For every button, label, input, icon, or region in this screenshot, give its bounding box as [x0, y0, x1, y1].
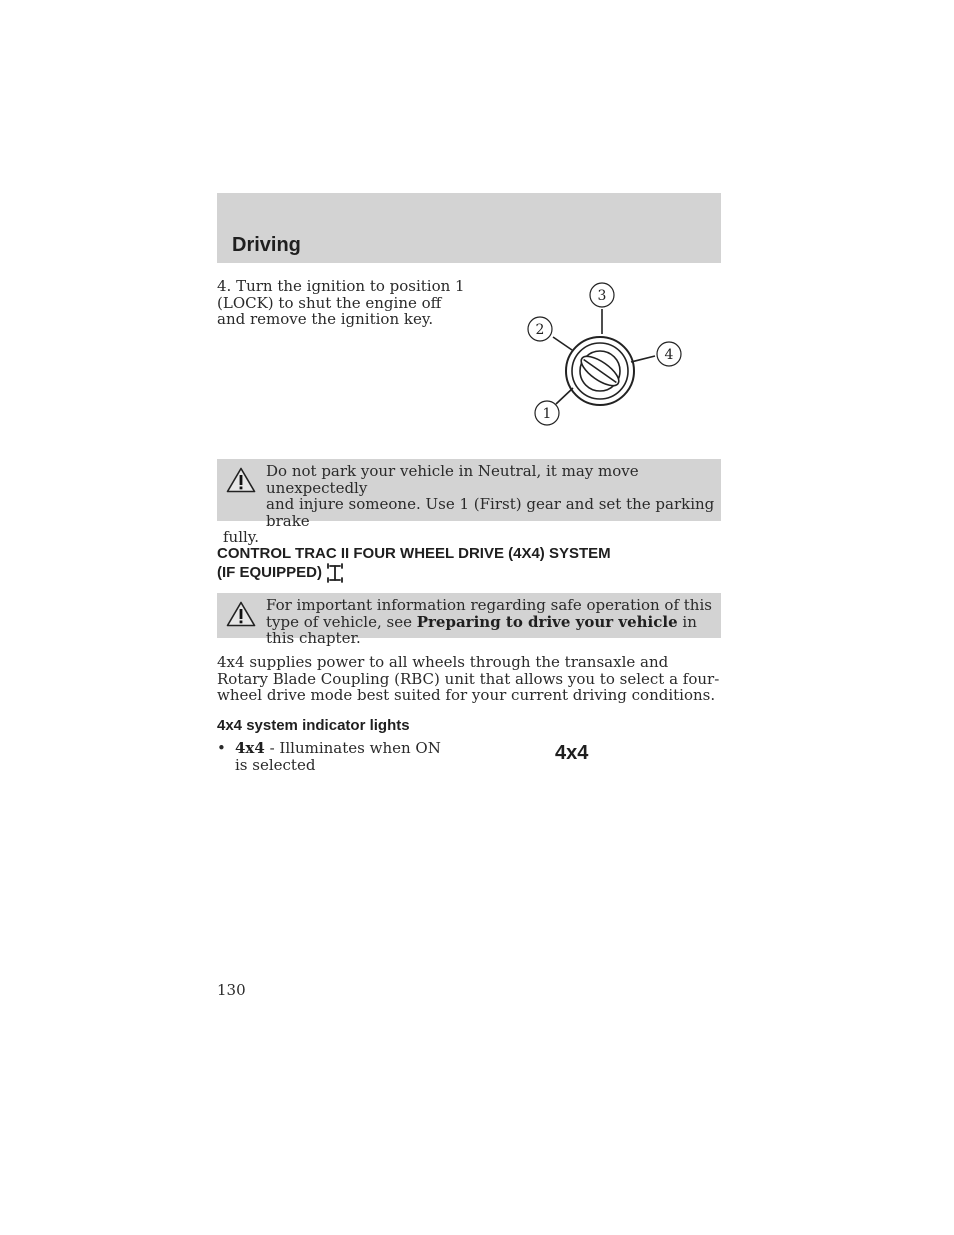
indicator-lights-heading: 4x4 system indicator lights: [217, 717, 410, 734]
warning2-text-before: For important information regarding safe operation of this type of vehicle, see: [266, 596, 712, 631]
safe-operation-warning: [217, 593, 721, 647]
step-4-text: 4. Turn the ignition to position 1 (LOCK) to shut the engine off and remove the ignition key.: [217, 277, 465, 328]
bullet-description: - Illuminates when ON is selected: [235, 739, 441, 774]
4x4-drivetrain-icon: [326, 563, 344, 583]
page-number: 130: [217, 981, 246, 999]
diagram-line-2: [553, 337, 572, 350]
warning-triangle-icon: [226, 601, 256, 627]
position-3-label: 3: [597, 288, 607, 304]
warning2-text-after: in this chapter.: [266, 612, 697, 647]
bullet-dot: •: [217, 739, 226, 757]
neutral-parking-warning: [217, 459, 721, 546]
diagram-line-4: [631, 356, 655, 362]
bullet-bold-label: 4x4: [235, 739, 265, 757]
chapter-title: Driving: [232, 234, 301, 256]
section-heading: [217, 545, 611, 583]
warning1-line3: fully.: [223, 528, 260, 546]
warning1-line1: Do not park your vehicle in Neutral, it may move unexpectedly: [266, 462, 639, 497]
warning2-bold-reference: Preparing to drive your vehicle: [416, 612, 678, 631]
section-heading-line2: (IF EQUIPPED): [217, 564, 323, 581]
warning2-text: [217, 593, 721, 652]
position-2-label: 2: [535, 322, 545, 338]
diagram-line-1: [556, 388, 573, 404]
warning-triangle-icon: [226, 467, 256, 493]
position-4-label: 4: [664, 347, 674, 363]
list-item: [217, 740, 457, 773]
position-1-label: 1: [542, 406, 552, 422]
section-heading-line1: CONTROL TRAC II FOUR WHEEL DRIVE (4X4) SYSTEM: [217, 545, 611, 562]
intro-paragraph: 4x4 supplies power to all wheels through the transaxle and Rotary Blade Coupling (RBC) unit that allows you to select a four-wheel drive mode best suited for your current driving conditions.: [217, 653, 720, 704]
warning1-line2: and injure someone. Use 1 (First) gear and set the parking brake: [266, 495, 715, 530]
4x4-indicator-symbol: 4x4: [555, 742, 589, 764]
ignition-position-diagram: [520, 280, 690, 435]
chapter-header: [217, 193, 721, 263]
